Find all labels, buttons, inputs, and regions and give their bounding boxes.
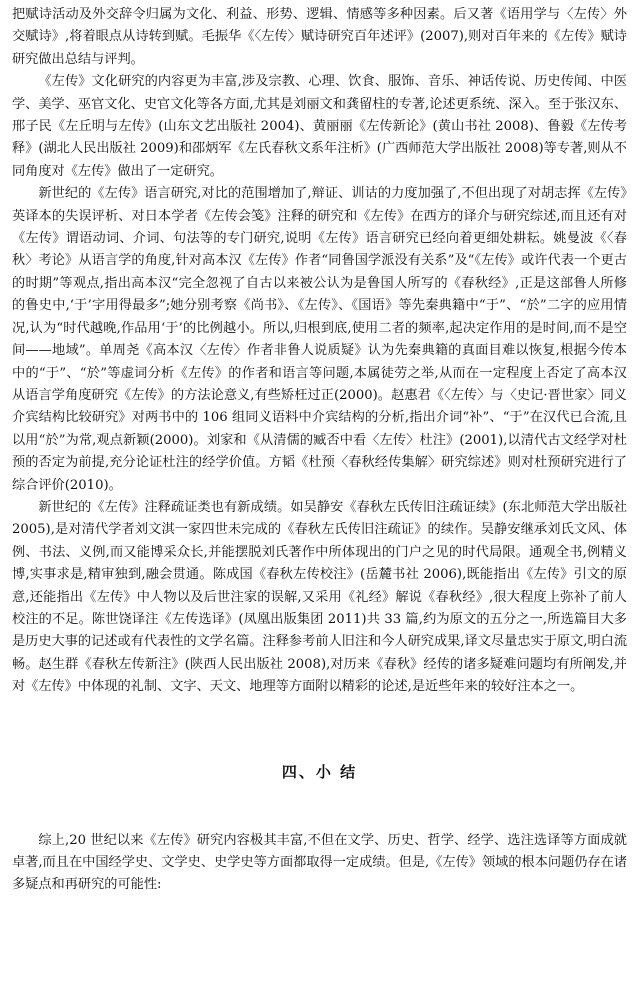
paragraph-language-research: 新世纪的《左传》语言研究,对比的范围增加了,辩证、训诂的力度加强了,不但出现了对胡志挥《左传》英译本的失误评析、对日本学者《左传会笺》注释的研究和《左传》在西方的译介与研究综述,而且还有对《左传》谓语动词、介词、句法等的专门研究,说明《左传》语言研究已经向着更细处耕耘。姚曼波《〈春秋〉考论》从语言学的角度,针对高本汉《左传》作者“同鲁国学派没有关系”及“《左传》或许代表一个更古的时期”等观点,指出高本汉“完全忽视了自古以来被公认为是鲁国人所写的《春秋经》,正是这部鲁人所修的鲁史中,‘于’字用得最多”;她分别考察《尚书》、《左传》、《国语》等先秦典籍中“于”、“於”二字的应用情况,认为“时代越晚,作品用‘于’的比例越小。所以,归根到底,使用二者的频率,起决定作用的是时间,而不是空间——地域”。单周尧《高本汉〈左传〉作者非鲁人说质疑》认为先秦典籍的真面目难以恢复,根据今传本中的“于”、“於”等虚词分析《左传》的作者和语言等问题,本属徒劳之举,从而在一定程度上否定了高本汉从语言学角度研究《左传》的方法论意义,有些矫枉过正(2000)。赵惠君《〈左传〉与〈史记·晋世家〉同义介宾结构比较研究》对两书中的 106 组同义语料中介宾结构的分析,指出介词“补”、“于”在汉代已合流,且以用“於”为常,观点新颖(2000)。刘家和《从清儒的臧否中看〈左传〉杜注》(2001),以清代古文经学对杜预的否定为前提,充分论证杜注的经学价值。方韬《杜预〈春秋经传集解〉研究综述》则对杜预研究进行了综合评价(2010)。 <box>12 186 627 493</box>
paragraph-conclusion: 综上,20 世纪以来《左传》研究内容极其丰富,不但在文学、历史、哲学、经学、选注选译等方面成就卓著,而且在中国经学史、文学史、史学史等方面都取得一定成绩。但是,《左传》领域的根本问题仍存在诸多疑点和再研究的可能性: <box>12 832 628 893</box>
section-heading: 四、小 结 <box>281 762 358 781</box>
paragraph-fushi-continued: 把赋诗活动及外交辞令归属为文化、利益、形势、逻辑、情感等多种因素。后又著《语用学与〈左传〉外交赋诗》,将着眼点从诗转到赋。毛振华《〈左传〉赋诗研究百年述评》(2007),则对百年来的《左传》赋诗研究做出总结与评判。 <box>12 7 627 67</box>
paragraph-annotation-research: 新世纪的《左传》注释疏证类也有新成绩。如吴静安《春秋左氏传旧注疏证续》(东北师范大学出版社 2005),是对清代学者刘文淇一家四世未完成的《春秋左氏传旧注疏证》的续作。吴静安继承刘氏文风、体例、书法、义例,而又能博采众长,并能摆脱刘氏著作中所体现出的门户之见的时代局限。通观全书,例精义博,实事求是,精审独到,融会贯通。陈成国《春秋左传校注》(岳麓书社 2006),既能指出《左传》引文的原意,还能指出《左传》中人物以及后世注家的误解,又采用《礼经》解说《春秋经》,很大程度上弥补了前人校注的不足。陈世饶译注《左传选译》(凤凰出版集团 2011)共 33 篇,约为原文的五分之一,所选篇目大多是历史大事的记述或有代表性的文学名篇。注释参考前人旧注和今人研究成果,译文尽量忠实于原文,明白流畅。赵生群《春秋左传新注》(陕西人民出版社 2008),对历来《春秋》经传的诸多疑难问题均有所阐发,并对《左传》中体现的礼制、文字、天文、地理等方面附以精彩的论述,是近些年来的较好注本之一。 <box>12 499 628 695</box>
paragraph-culture-research: 《左传》文化研究的内容更为丰富,涉及宗教、心理、饮食、服饰、音乐、神话传说、历史传闻、中医学、美学、巫官文化、史官文化等各方面,尤其是刘丽文和龚留柱的专著,论述更系统、深入。至于张汉东、邢子民《左丘明与左传》(山东文艺出版社 2004)、黄丽丽《左传新论》(黄山书社 2008)、鲁毅《左传考释》(湖北人民出版社 2009)和邵炳军《左氏春秋文系年注析》(广西师范大学出版社 2008)等专著,则从不同角度对《左传》做出了一定研究。 <box>12 74 628 179</box>
